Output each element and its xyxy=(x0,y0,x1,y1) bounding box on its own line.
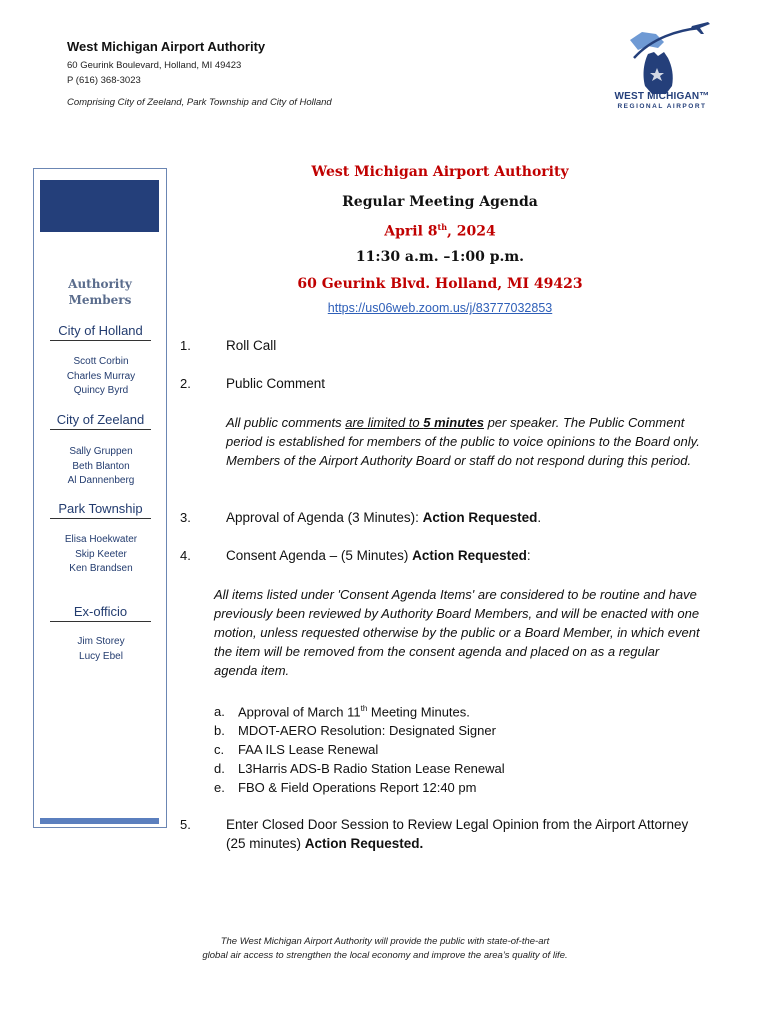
item-number: 1. xyxy=(180,338,191,353)
list-item: b. MDOT-AERO Resolution: Designated Signer xyxy=(214,723,496,739)
sidebar-frame xyxy=(33,168,167,828)
sidebar-bottom-bar xyxy=(40,818,159,824)
sidebar-top-block xyxy=(40,180,159,232)
agenda-item-consent: Consent Agenda – (5 Minutes) Action Requested: xyxy=(226,548,531,563)
airplane-icon xyxy=(690,22,710,34)
item-number: 4. xyxy=(180,548,191,563)
agenda-item-roll-call: Roll Call xyxy=(226,338,277,353)
consent-subitems xyxy=(214,699,505,797)
logo-text-line2: REGIONAL AIRPORT xyxy=(617,103,707,110)
member-name: Quincy Byrd xyxy=(73,385,129,396)
consent-agenda-note: All items listed under 'Consent Agenda Items' are considered to be routine and have previously been reviewed by Authority Board Members, and will be enacted with one motion, unless requested otherwise by the public or a Board Member, in which event the item will be removed from the consent agenda and placed on as a regular agenda item. xyxy=(214,587,700,678)
member-name: Elisa Hoekwater xyxy=(64,534,138,545)
meeting-location: 60 Geurink Blvd. Holland, MI 49423 xyxy=(297,276,583,292)
item-number: 2. xyxy=(180,376,191,391)
logo-text-line1: WEST MICHIGAN™ xyxy=(614,91,710,102)
sidebar-heading-line2: Members xyxy=(68,293,132,307)
meeting-time: 11:30 a.m. –1:00 p.m. xyxy=(355,249,525,265)
member-name: Ken Brandsen xyxy=(69,563,133,574)
sidebar-heading-line1: Authority xyxy=(68,277,132,291)
group-members-park-township xyxy=(40,533,162,577)
list-item: e. FBO & Field Operations Report 12:40 pm xyxy=(214,780,477,796)
public-comment-note: All public comments are limited to 5 minutes per speaker. The Public Comment period is established for members of the public to voice opinions to the Board only. Members of the Airport Authority Board or staff do not respond during this period. xyxy=(226,415,700,468)
meeting-title: West Michigan Airport Authority xyxy=(311,164,569,180)
member-name: Beth Blanton xyxy=(72,460,130,472)
agenda-item-closed-session: Enter Closed Door Session to Review Legal Opinion from the Airport Attorney (25 minutes) Action Requested. xyxy=(226,817,689,851)
list-item: a. Approval of March 11th Meeting Minutes. xyxy=(214,704,470,720)
member-name: Sally Gruppen xyxy=(69,446,133,457)
meeting-subtitle: Regular Meeting Agenda xyxy=(342,194,538,210)
group-title-ex-officio: Ex-officio xyxy=(50,604,151,622)
meeting-date: April 8th, 2024 xyxy=(384,222,496,240)
zoom-link[interactable]: https://us06web.zoom.us/j/83777032853 xyxy=(327,301,553,315)
group-members-holland xyxy=(40,355,162,399)
group-title-park-township: Park Township xyxy=(50,501,151,519)
group-title-holland: City of Holland xyxy=(50,323,151,341)
item-number: 3. xyxy=(180,510,191,525)
footer-mission: The West Michigan Airport Authority will provide the public with state-of-the-art global air access to strengthen the local economy and improve the area’s quality of life. xyxy=(202,936,568,961)
org-tagline: Comprising City of Zeeland, Park Township and City of Holland xyxy=(67,97,332,108)
member-name: Jim Storey xyxy=(77,636,125,647)
group-members-ex-officio xyxy=(40,635,162,664)
member-name: Charles Murray xyxy=(66,370,136,382)
member-name: Al Dannenberg xyxy=(67,475,135,486)
agenda-item-approval: Approval of Agenda (3 Minutes): Action Requested. xyxy=(226,510,542,525)
group-members-zeeland xyxy=(40,445,162,489)
list-item: d. L3Harris ADS-B Radio Station Lease Renewal xyxy=(214,761,505,777)
agenda-item-public-comment: Public Comment xyxy=(226,376,326,391)
group-title-zeeland: City of Zeeland xyxy=(50,412,151,430)
org-phone: P (616) 368-3023 xyxy=(67,75,141,86)
org-address: 60 Geurink Boulevard, Holland, MI 49423 xyxy=(67,60,242,71)
member-name: Skip Keeter xyxy=(75,548,127,560)
item-number: 5. xyxy=(180,817,191,832)
member-name: Scott Corbin xyxy=(73,356,129,367)
member-name: Lucy Ebel xyxy=(79,650,123,662)
org-name: West Michigan Airport Authority xyxy=(67,39,266,54)
list-item: c. FAA ILS Lease Renewal xyxy=(214,742,379,758)
